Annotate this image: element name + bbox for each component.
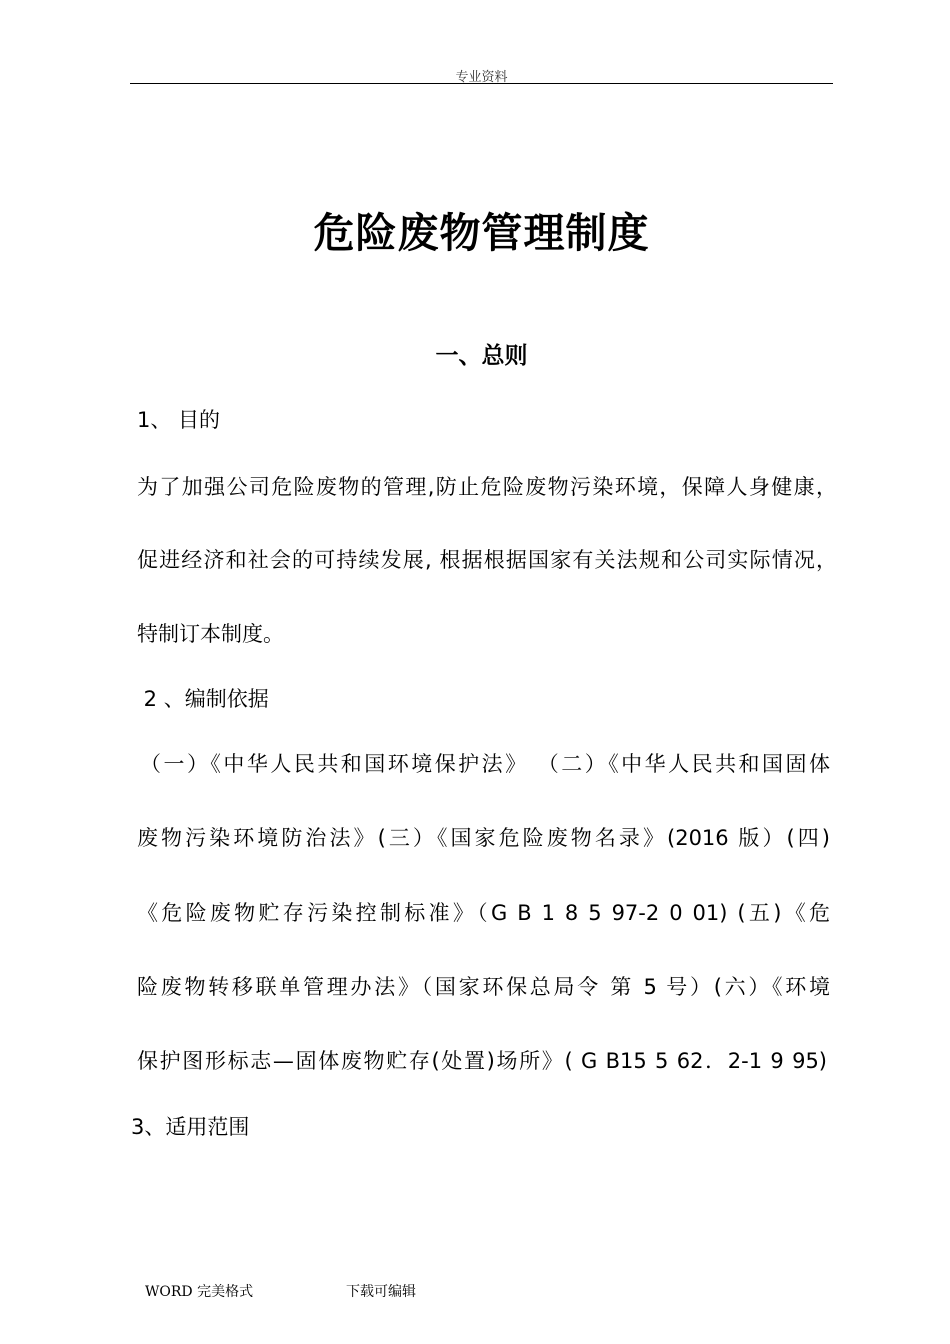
purpose-line-3: 特制订本制度。 [137,622,284,646]
purpose-heading: 1、 目的 [137,408,221,432]
page-header: 专业资料 [455,70,508,85]
scope-heading: 3、适用范围 [131,1115,250,1139]
footer-right-text: 下载可编辑 [346,1284,416,1300]
section-heading-general: 一、总则 [435,343,528,369]
document-title: 危险废物管理制度 [313,209,650,257]
basis-line-4: 险废物转移联单管理办法》（国家环保总局令 第 5 号）(六）《环境 [137,975,830,999]
basis-line-5: 保护图形标志—固体废物贮存(处置)场所》( G B15 5 62．2-1 9 95) [137,1049,827,1073]
footer-left-text: WORD 完美格式 [145,1284,254,1300]
basis-line-3: 《危险废物贮存污染控制标准》（G B 1 8 5 97-2 0 01) (五)《危 [137,901,830,925]
header-rule [130,83,833,84]
purpose-line-2: 促进经济和社会的可持续发展, 根据根据国家有关法规和公司实际情况， [137,548,837,572]
basis-heading: 2 、编制依据 [137,687,269,711]
basis-line-2: 废物污染环境防治法》(三）《国家危险废物名录》(2016 版）(四) [137,826,830,850]
basis-line-1: （一）《中华人民共和国环境保护法》 （二）《中华人民共和国固体 [140,752,830,776]
purpose-line-1: 为了加强公司危险废物的管理,防止危险废物污染环境，保障人身健康， [137,475,837,499]
